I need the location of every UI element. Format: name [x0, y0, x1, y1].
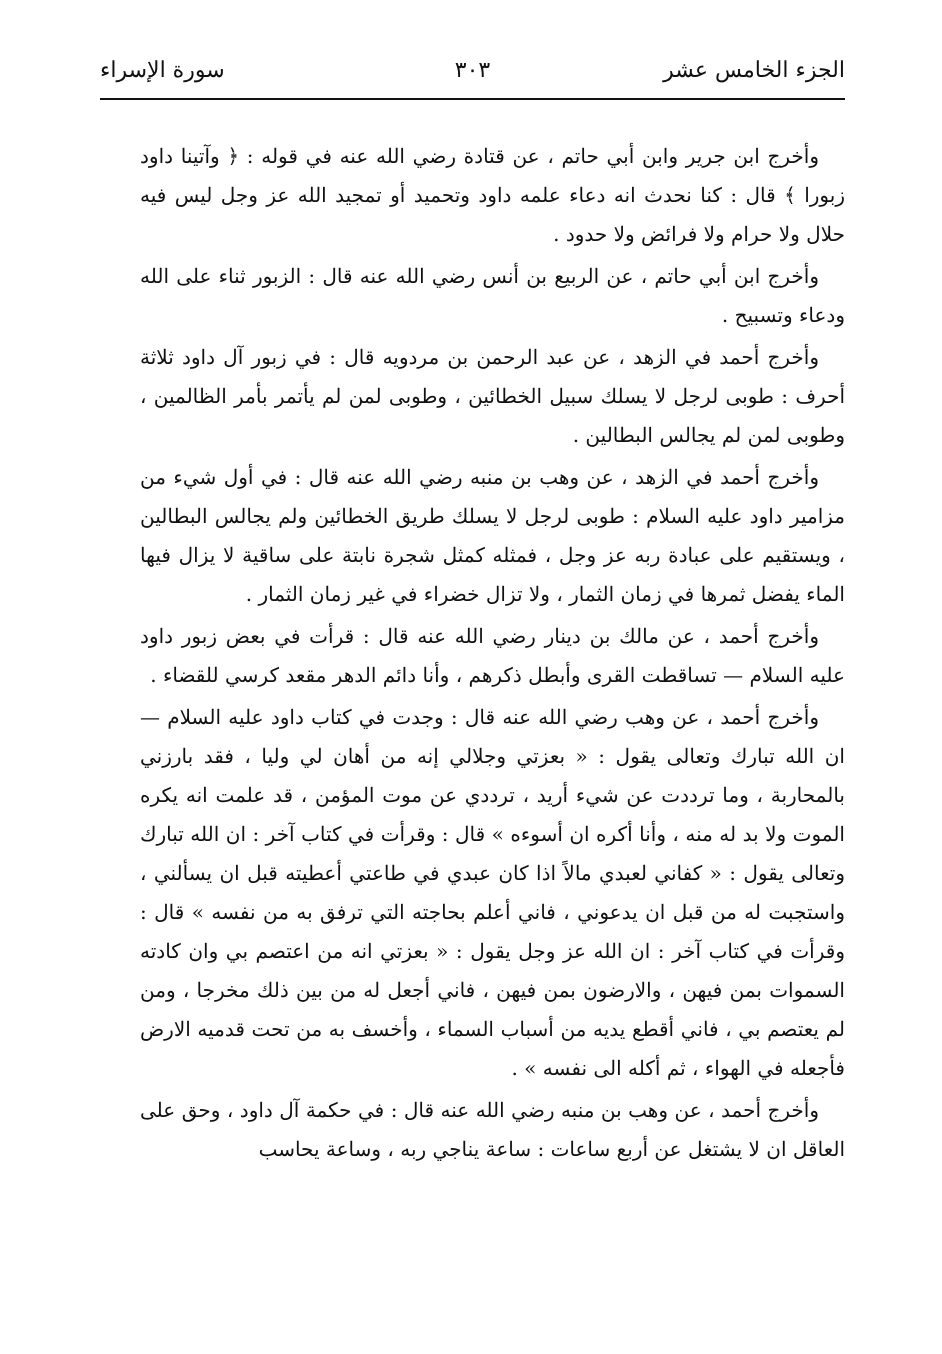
paragraph: وأخرج أحمد ، عن وهب رضي الله عنه قال : وجدت في كتاب داود عليه السلام — ان الله تبارك وتعالى يقول : « بعزتي وجلالي إنه من أهان لي وليا ، فقد بارزني بالمحاربة ، وما ترددت عن شيء أريد ، ترددي عن موت المؤمن ، قد علمت انه يكره الموت ولا بد له منه ، وأنا أكره ان أسوءه » قال : وقرأت في كتاب آخر : ان الله تبارك وتعالى يقول : « كفاني لعبدي مالاً اذا كان عبدي في طاعتي أعطيته قبل ان يسألني ، واستجبت له من قبل ان يدعوني ، فاني أعلم بحاجته التي ترفق به من نفسه » قال : وقرأت في كتاب آخر : ان الله عز وجل يقول : « بعزتي انه من اعتصم بي وان كادته السموات بمن فيهن ، والارضون بمن فيهن ، فاني أجعل له من بين ذلك مخرجا ، ومن لم يعتصم بي ، فاني أقطع يديه من أسباب السماء ، وأخسف به من تحت قدميه الارض فأجعله في الهواء ، ثم أكله الى نفسه » .	[140, 705, 846, 1080]
page-header	[100, 50, 845, 94]
part-title: الجزء الخامس عشر	[663, 58, 845, 83]
header-rule	[100, 98, 845, 100]
page-number: ٣٠٣	[454, 58, 491, 83]
paragraph: وأخرج ابن جرير وابن أبي حاتم ، عن قتادة رضي الله عنه في قوله : ﴿ وآتينا داود زبورا ﴾ قال : كنا نحدث انه دعاء علمه داود وتحميد أو تمجيد الله عز وجل ليس فيه حلال ولا حرام ولا فرائض ولا حدود .	[140, 144, 845, 246]
surah-title: سورة الإسراء	[100, 58, 225, 83]
paragraph: وأخرج أحمد في الزهد ، عن عبد الرحمن بن مردويه قال : في زبور آل داود ثلاثة أحرف : طوبى لرجل لا يسلك سبيل الخطائين ، وطوبى لمن لم يأتمر بأمر الظالمين ، وطوبى لمن لم يجالس البطالين .	[140, 345, 845, 447]
paragraph: وأخرج ابن أبي حاتم ، عن الربيع بن أنس رضي الله عنه قال : الزبور ثناء على الله ودعاء وتسبيح .	[140, 264, 845, 327]
body-text	[140, 137, 845, 1172]
paragraph: وأخرج أحمد في الزهد ، عن وهب بن منبه رضي الله عنه قال : في أول شيء من مزامير داود عليه السلام : طوبى لرجل لا يسلك طريق الخطائين ولم يجالس البطالين ، ويستقيم على عبادة ربه عز وجل ، فمثله كمثل شجرة نابتة على ساقية لا يزال فيها الماء يفضل ثمرها في زمان الثمار ، ولا تزال خضراء في غير زمان الثمار .	[140, 465, 845, 606]
paragraph: وأخرج أحمد ، عن مالك بن دينار رضي الله عنه قال : قرأت في بعض زبور داود عليه السلام — تساقطت القرى وأبطل ذكرهم ، وأنا دائم الدهر مقعد كرسي للقضاء .	[140, 624, 845, 687]
paragraph: وأخرج أحمد ، عن وهب بن منبه رضي الله عنه قال : في حكمة آل داود ، وحق على العاقل ان لا يشتغل عن أربع ساعات : ساعة يناجي ربه ، وساعة يحاسب	[140, 1098, 845, 1161]
